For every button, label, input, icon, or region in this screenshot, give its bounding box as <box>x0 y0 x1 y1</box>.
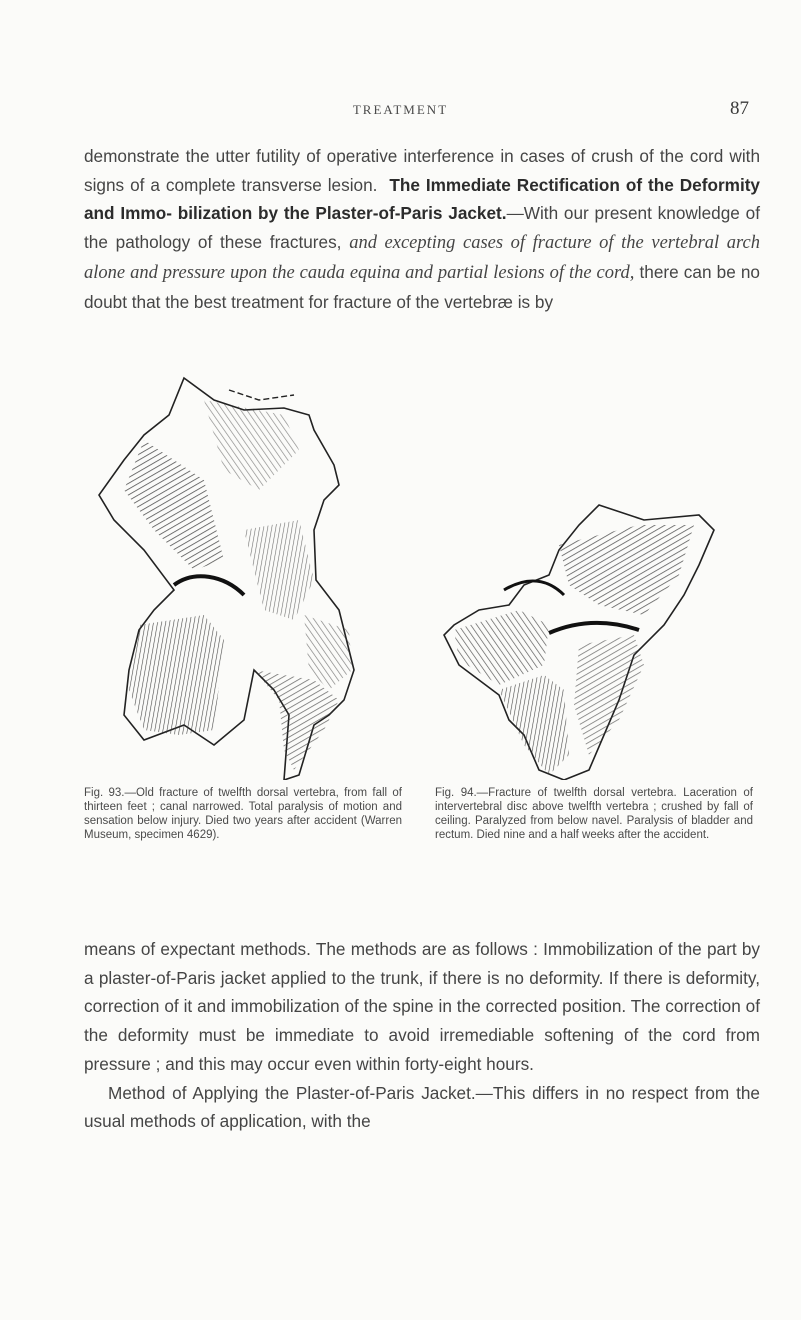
fig93-caption: Fig. 93.—Old fracture of twelfth dorsal vertebra, from fall of thirteen feet ; canal narrowed. Total paralysis of motion and sensation below injury. Died two years after accident (Warren Museum, specimen 4629). <box>84 787 402 841</box>
paragraph-intro: —With our present knowledge of the pathology of these fractures, <box>84 203 760 253</box>
running-head: TREATMENT <box>352 102 449 117</box>
paragraph-continuation: demonstrate the utter futility of operative interference in cases of crush of the cord with signs of a complete transverse lesion. <box>84 146 760 195</box>
fig93-vertebra-illustration <box>99 378 354 780</box>
paragraph-method-applying: Method of Applying the Plaster-of-Paris Jacket.—This differs in no respect from the usual methods of application, with the <box>84 1082 760 1132</box>
fig94-caption: Fig. 94.—Fracture of twelfth dorsal vertebra. Laceration of intervertebral disc above twelfth vertebra ; crushed by fall of ceiling. Paralyzed from below navel. Paralysis of bladder and rectum. Died nine and a half weeks after the accident. <box>435 787 753 841</box>
spine-illustrations <box>84 370 799 780</box>
paragraph-expectant-methods: means of expectant methods. The methods are as follows : Immobilization of the part by a plaster-of-Paris jacket applied to the trunk, if there is no deformity. If there is deformity, correction of it and immobilization of the spine in the corrected position. The correction of the deformity must be immediate to avoid irremediable softening of the cord from pressure ; and this may occur even within forty-eight hours. <box>84 939 760 1074</box>
page-header <box>0 98 801 124</box>
page-number: 87 <box>730 98 749 119</box>
section-heading: The Immediate Rectification of the Deformity and Immo- bilization by the Plaster-of-Paris Jacket. <box>84 174 760 224</box>
paragraph-italic: and excepting cases of fracture of the vertebral arch alone and pressure upon the cauda equina and partial lesions of the cord, <box>84 233 760 283</box>
body-text-bottom <box>84 935 760 1136</box>
paragraph-tail: there can be no doubt that the best treatment for fracture of the vertebræ is by <box>84 261 760 312</box>
body-text-top <box>84 142 760 316</box>
fig94-vertebra-illustration <box>444 505 714 780</box>
